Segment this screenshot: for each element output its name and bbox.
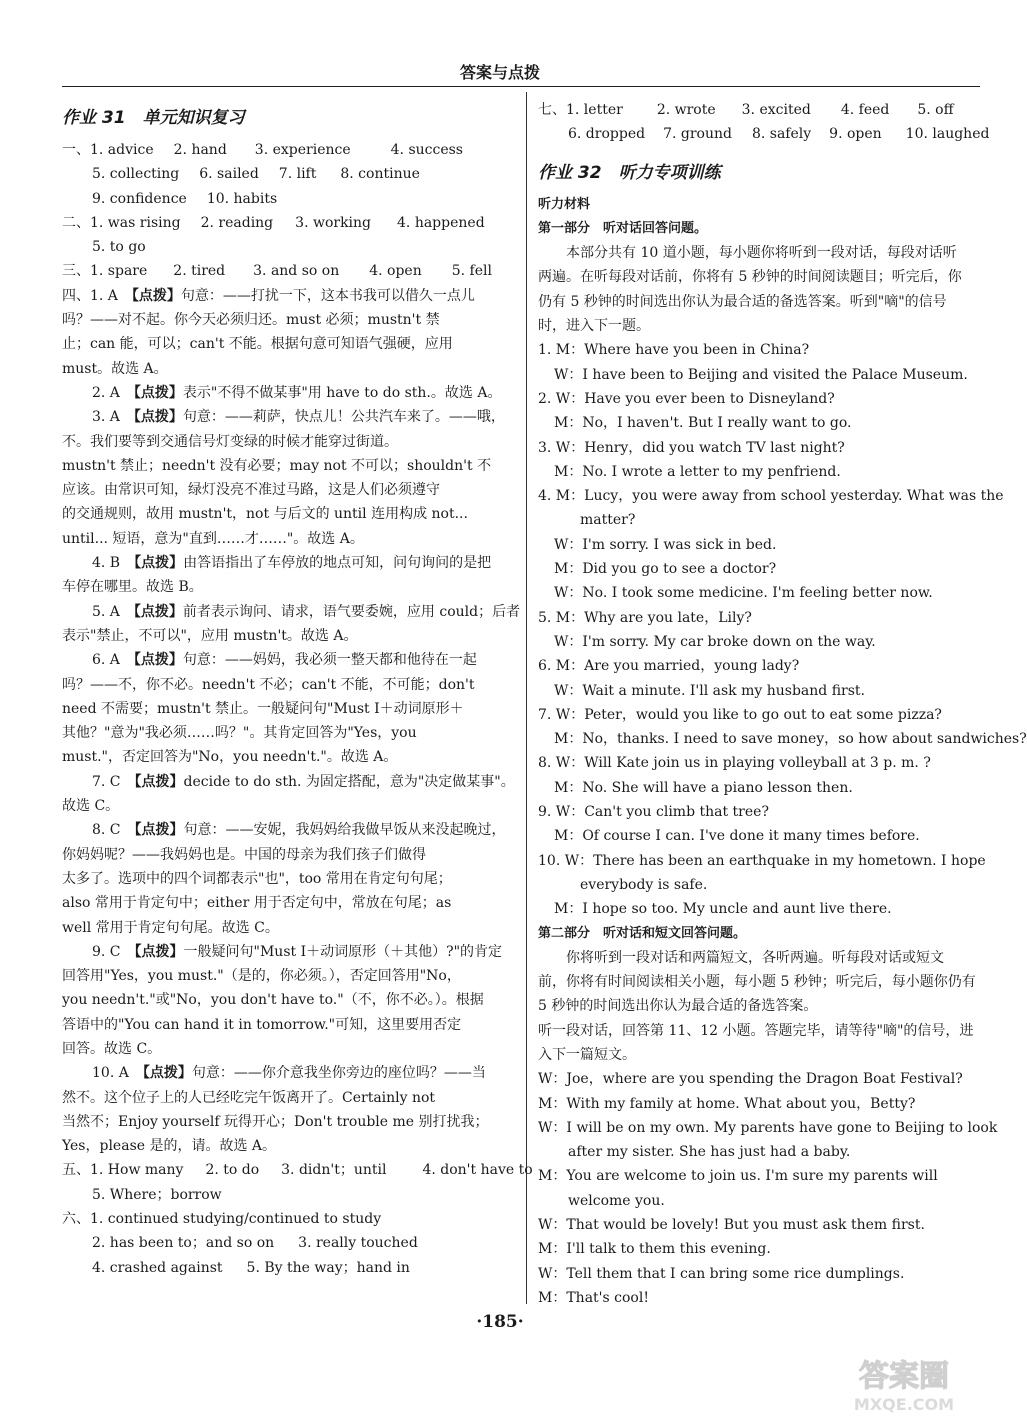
answer-item: 10. habits	[206, 190, 278, 207]
answer-line	[62, 600, 521, 624]
answer-item: 2. has been to；and so on	[92, 1235, 275, 1252]
answer-line	[538, 98, 984, 122]
header-rule	[62, 86, 980, 87]
answer-line	[62, 527, 512, 551]
dialog-line: M：With my family at home. What about you，Betty?	[538, 1095, 916, 1112]
instruction-line: 时，进入下一题。	[538, 318, 650, 335]
dialog-line: W：Wait a minute. I'll ask my husband first.	[554, 682, 865, 699]
answer-line	[62, 1134, 512, 1158]
part1-dialogs	[538, 338, 1027, 921]
answer-item: 4. crashed against	[92, 1259, 223, 1276]
answer-item: 的交通规则，故用 mustn't，not 与后文的 until 连用构成 not...	[62, 506, 468, 523]
part2-dialog	[538, 1067, 998, 1310]
answer-item: 4. don't have to	[422, 1162, 533, 1179]
answer-line	[62, 138, 512, 162]
answer-line	[62, 1037, 512, 1061]
answer-item: 2. wrote	[656, 102, 716, 118]
answer-item: 5. A 【点拨】前者表示询问、请求，语气要委婉，应用 could；后者	[92, 603, 521, 620]
answer-item: also 常用于肯定句中；either 用于否定句中，常放在句尾；as	[62, 895, 452, 912]
answer-item: 10. laughed	[905, 126, 990, 143]
answer-line	[62, 308, 512, 332]
answer-line	[62, 867, 512, 891]
material-label: 听力材料	[538, 196, 591, 212]
left-column	[62, 98, 533, 1280]
answer-item: 五、1. How many	[62, 1162, 184, 1179]
answer-line	[62, 211, 512, 235]
answer-line	[62, 162, 512, 186]
left-answers	[62, 138, 533, 1280]
answer-item: 太多了。选项中的四个词都表示"也"，too 常用在肯定句句尾；	[62, 870, 452, 887]
answer-item: 2. tired	[173, 263, 226, 280]
dialog-line: M：Of course I can. I've done it many times before.	[554, 828, 920, 845]
answer-item: 9. confidence	[92, 190, 187, 207]
answer-item: 3. and so on	[253, 263, 340, 280]
answer-item: 故选 C。	[62, 798, 120, 815]
answer-line	[62, 405, 512, 429]
answer-item: mustn't 禁止；needn't 没有必要；may not 不可以；shouldn't 不	[62, 457, 492, 474]
part2-instructions	[538, 946, 984, 1067]
right-top-answers	[538, 98, 990, 147]
answer-item: Yes，please 是的，请。故选 A。	[62, 1138, 277, 1155]
answer-item: 一、1. advice	[62, 142, 154, 158]
dialog-line: M：You are welcome to join us. I'm sure my parents will	[538, 1168, 938, 1185]
answer-line	[62, 940, 512, 964]
dialog-line: 9. W：Can't you climb that tree?	[538, 804, 769, 821]
dialog-line: W：I'm sorry. My car broke down on the way.	[554, 633, 876, 650]
answer-item: 3. experience	[254, 142, 351, 158]
answer-line	[62, 843, 512, 867]
answer-line	[62, 1061, 512, 1085]
answer-line	[62, 1231, 512, 1255]
answer-line	[62, 624, 512, 648]
dialog-line: 2. W：Have you ever been to Disneyland?	[538, 390, 835, 407]
column-divider	[526, 92, 527, 1304]
answer-line	[62, 1207, 512, 1231]
answer-line	[62, 891, 512, 915]
answer-line	[62, 502, 512, 526]
dialog-line: W：I'm sorry. I was sick in bed.	[554, 536, 777, 553]
answer-line	[62, 1110, 512, 1134]
dialog-line: 3. W：Henry，did you watch TV last night?	[538, 439, 845, 456]
answer-line	[62, 1256, 512, 1280]
answer-item: 应该。由常识可知，绿灯没亮不准过马路，这是人们必须遵守	[62, 482, 440, 499]
answer-item: you needn't."或"No，you don't have to."（不，你不必。）。根据	[62, 992, 484, 1009]
answer-item: 5. to go	[92, 239, 146, 256]
answer-line	[62, 235, 512, 259]
answer-item: 你妈妈呢？——我妈妈也是。中国的母亲为我们孩子们做得	[62, 846, 426, 863]
answer-item: 车停在哪里。故选 B。	[62, 579, 203, 596]
answer-item: 8. C 【点拨】句意：——安妮，我妈妈给我做早饭从来没起晚过，	[92, 822, 506, 839]
answer-item: 9. C 【点拨】一般疑问句"Must I＋动词原形（＋其他）?"的肯定	[92, 943, 503, 960]
part1-instructions	[538, 241, 984, 338]
answer-item: 7. C 【点拨】decide to do sth. 为固定搭配，意为"决定做某事"。	[92, 773, 515, 790]
dialog-line: 7. W：Peter，would you like to go out to eat some pizza?	[538, 706, 942, 723]
dialog-line: 6. M：Are you married，young lady?	[538, 658, 800, 675]
dialog-line: M：I'll talk to them this evening.	[538, 1241, 771, 1258]
section-title-32: 作业 32 听力专项训练	[538, 162, 721, 183]
answer-item: 4. open	[369, 263, 422, 280]
section-title-31: 作业 31 单元知识复习	[62, 108, 245, 128]
answer-item: 10. A 【点拨】句意：——你介意我坐你旁边的座位吗？——当	[92, 1065, 486, 1082]
answer-item: 3. working	[295, 214, 372, 231]
answer-item: must。故选 A。	[62, 360, 168, 377]
answer-line	[62, 964, 512, 988]
answer-line	[62, 454, 512, 478]
answer-item: well 常用于肯定句句尾。故选 C。	[62, 919, 279, 936]
answer-item: 吗？——不，你不必。needn't 不必；can't 不能，不可能；don't	[62, 676, 475, 693]
answer-item: 六、1. continued studying/continued to study	[62, 1211, 382, 1228]
answer-line	[62, 575, 512, 599]
answer-item: 3. excited	[741, 102, 811, 118]
answer-item: 8. safely	[751, 126, 812, 143]
answer-line	[62, 697, 512, 721]
dialog-line: 5. M：Why are you late，Lily?	[538, 609, 752, 626]
watermark-text-bottom: MXQE.COM	[853, 1395, 955, 1414]
answer-item: 四、1. A 【点拨】句意：——打扰一下，这本书我可以借久一点儿	[62, 287, 475, 304]
answer-line	[62, 1086, 512, 1110]
answer-item: 4. B 【点拨】由答语指出了车停放的地点可知，问句询问的是把	[92, 555, 492, 572]
dialog-line: M：No，thanks. I need to save money，so how about sandwiches?	[554, 731, 1027, 748]
answer-item: 6. sailed	[199, 166, 259, 183]
instruction-line: 5 秒钟的时间选出你认为最合适的备选答案。	[538, 998, 818, 1015]
instruction-line: 两遍。在听每段对话前，你将有 5 秒钟的时间阅读题目；听完后，你	[538, 269, 962, 286]
dialog-line: M：No，I haven't. But I really want to go.	[554, 415, 852, 432]
answer-item: 5. By the way；hand in	[246, 1259, 410, 1276]
watermark-logo	[824, 1352, 984, 1414]
answer-item: 2. A 【点拨】表示"不得不做某事"用 have to do sth.。故选 A。	[92, 384, 502, 401]
answer-line	[62, 259, 512, 283]
instruction-line: 本部分共有 10 道小题，每小题你将听到一段对话，每段对话听	[566, 245, 957, 262]
dialog-line: M：Did you go to see a doctor?	[554, 561, 777, 578]
dialog-line: 8. W：Will Kate join us in playing volleyball at 3 p. m. ?	[538, 755, 931, 772]
answer-line	[62, 381, 512, 405]
answer-line	[62, 988, 512, 1012]
answer-item: 答语中的"You can hand it in tomorrow."可知，这里要用否定	[62, 1016, 462, 1033]
answer-item: 2. to do	[205, 1162, 260, 1179]
answer-line	[62, 430, 512, 454]
answer-line	[62, 673, 512, 697]
answer-line	[62, 818, 512, 842]
answer-line	[62, 478, 512, 502]
dialog-line: W：Tell them that I can bring some rice dumplings.	[538, 1265, 905, 1282]
dialog-line: W：That would be lovely! But you must ask them first.	[538, 1217, 925, 1234]
answer-item: 二、1. was rising	[62, 214, 181, 231]
answer-item: 4. success	[390, 142, 463, 158]
answer-item: 其他？"意为"我必须……吗？"。其肯定回答为"Yes，you	[62, 725, 417, 742]
answer-line	[62, 770, 515, 794]
dialog-line: M：I hope so too. My uncle and aunt live there.	[554, 901, 892, 918]
page-number: ·185·	[476, 1312, 524, 1332]
answer-item: 止；can 能，可以；can't 不能。根据句意可知语气强硬，应用	[62, 336, 453, 353]
instruction-line: 听一段对话，回答第 11、12 小题。答题完毕，请等待"嘀"的信号，进	[538, 1022, 974, 1039]
answer-item: 5. Where；borrow	[92, 1186, 222, 1203]
answer-line	[62, 187, 512, 211]
part1-title: 第一部分 听对话回答问题。	[538, 220, 708, 236]
instruction-line: 仍有 5 秒钟的时间选出你认为最合适的备选答案。听到"嘀"的信号	[538, 293, 947, 310]
answer-item: 3. didn't；until	[281, 1162, 387, 1179]
dialog-line: M：No. She will have a piano lesson then.	[554, 779, 853, 796]
dialog-line: 10. W：There has been an earthquake in my hometown. I hope	[538, 852, 986, 869]
answer-item: 5. collecting	[92, 166, 180, 183]
answer-item: 2. reading	[200, 214, 274, 231]
dialog-line: everybody is safe.	[580, 876, 708, 893]
dialog-line: M：That's cool!	[538, 1289, 649, 1306]
answer-item: 8. continue	[340, 166, 420, 183]
answer-line	[62, 794, 512, 818]
answer-item: must."，否定回答为"No，you needn't."。故选 A。	[62, 749, 398, 766]
part2-title: 第二部分 听对话和短文回答问题。	[538, 925, 747, 941]
answer-line	[62, 1158, 533, 1182]
dialog-line: M：No. I wrote a letter to my penfriend.	[554, 463, 841, 480]
answer-line	[62, 551, 512, 575]
answer-item: 6. dropped	[568, 126, 646, 143]
answer-item: 7. lift	[278, 166, 317, 183]
dialog-line: W：Joe，where are you spending the Dragon Boat Festival?	[538, 1071, 963, 1088]
answer-item: 吗？——对不起。你今天必须归还。must 必须；mustn't 禁	[62, 312, 440, 329]
answer-line	[62, 648, 512, 672]
instruction-line: 你将听到一段对话和两篇短文，各听两遍。听每段对话或短文	[566, 949, 944, 966]
dialog-line: W：No. I took some medicine. I'm feeling better now.	[554, 585, 933, 602]
answer-item: until... 短语，意为"直到……才……"。故选 A。	[62, 530, 364, 547]
answer-item: 7. ground	[663, 126, 732, 143]
answer-item: 9. open	[829, 126, 882, 143]
instruction-line: 入下一篇短文。	[538, 1046, 636, 1063]
answer-item: 当然不；Enjoy yourself 玩得开心；Don't trouble me 别打扰我；	[62, 1113, 489, 1130]
answer-item: 七、1. letter	[538, 102, 623, 118]
answer-line	[62, 284, 512, 308]
right-column	[538, 98, 1027, 1310]
dialog-line: after my sister. She has just had a baby.	[568, 1144, 851, 1161]
answer-line	[62, 1013, 512, 1037]
answer-item: 然不。这个位子上的人已经吃完午饭离开了。Certainly not	[62, 1089, 436, 1106]
answer-item: 3. really touched	[298, 1235, 418, 1252]
dialog-line: welcome you.	[568, 1192, 665, 1209]
answer-item: 3. A 【点拨】句意：——莉萨，快点儿！公共汽车来了。——哦，	[92, 409, 505, 426]
instruction-line: 前，你将有时间阅读相关小题，每小题 5 秒钟；听完后，每小题你仍有	[538, 974, 976, 991]
answer-item: 回答用"Yes，you must."（是的，你必须。），否定回答用"No，	[62, 968, 461, 985]
dialog-line: W：I have been to Beijing and visited the Palace Museum.	[554, 366, 968, 383]
answer-item: 5. off	[917, 102, 954, 118]
answer-line	[62, 721, 512, 745]
dialog-line: 1. M：Where have you been in China?	[538, 342, 810, 359]
answer-item: 三、1. spare	[62, 263, 148, 280]
answer-item: 6. A 【点拨】句意：——妈妈，我必须一整天都和他待在一起	[92, 652, 477, 669]
dialog-line: W：I will be on my own. My parents have gone to Beijing to look	[538, 1119, 998, 1136]
answer-item: 2. hand	[173, 142, 227, 158]
answer-item: 4. happened	[397, 214, 485, 231]
answer-line	[62, 357, 512, 381]
answer-item: 不。我们要等到交通信号灯变绿的时候才能穿过街道。	[62, 433, 398, 450]
answer-line	[538, 122, 990, 146]
page-header: 答案与点拨	[459, 63, 540, 82]
answer-item: 回答。故选 C。	[62, 1040, 162, 1057]
answer-item: need 不需要；mustn't 禁止。一般疑问句"Must I＋动词原形＋	[62, 700, 464, 717]
answer-item: 5. fell	[451, 263, 492, 280]
watermark-text-top: 答案圈	[859, 1359, 949, 1394]
dialog-line: matter?	[580, 512, 636, 529]
answer-line	[62, 332, 512, 356]
answer-item: 4. feed	[840, 102, 890, 118]
answer-line	[62, 1183, 512, 1207]
answer-line	[62, 745, 512, 769]
answer-line	[62, 916, 512, 940]
dialog-line: 4. M：Lucy，you were away from school yesterday. What was the	[538, 488, 1004, 505]
answer-item: 表示"禁止，不可以"，应用 mustn't。故选 A。	[62, 627, 358, 644]
